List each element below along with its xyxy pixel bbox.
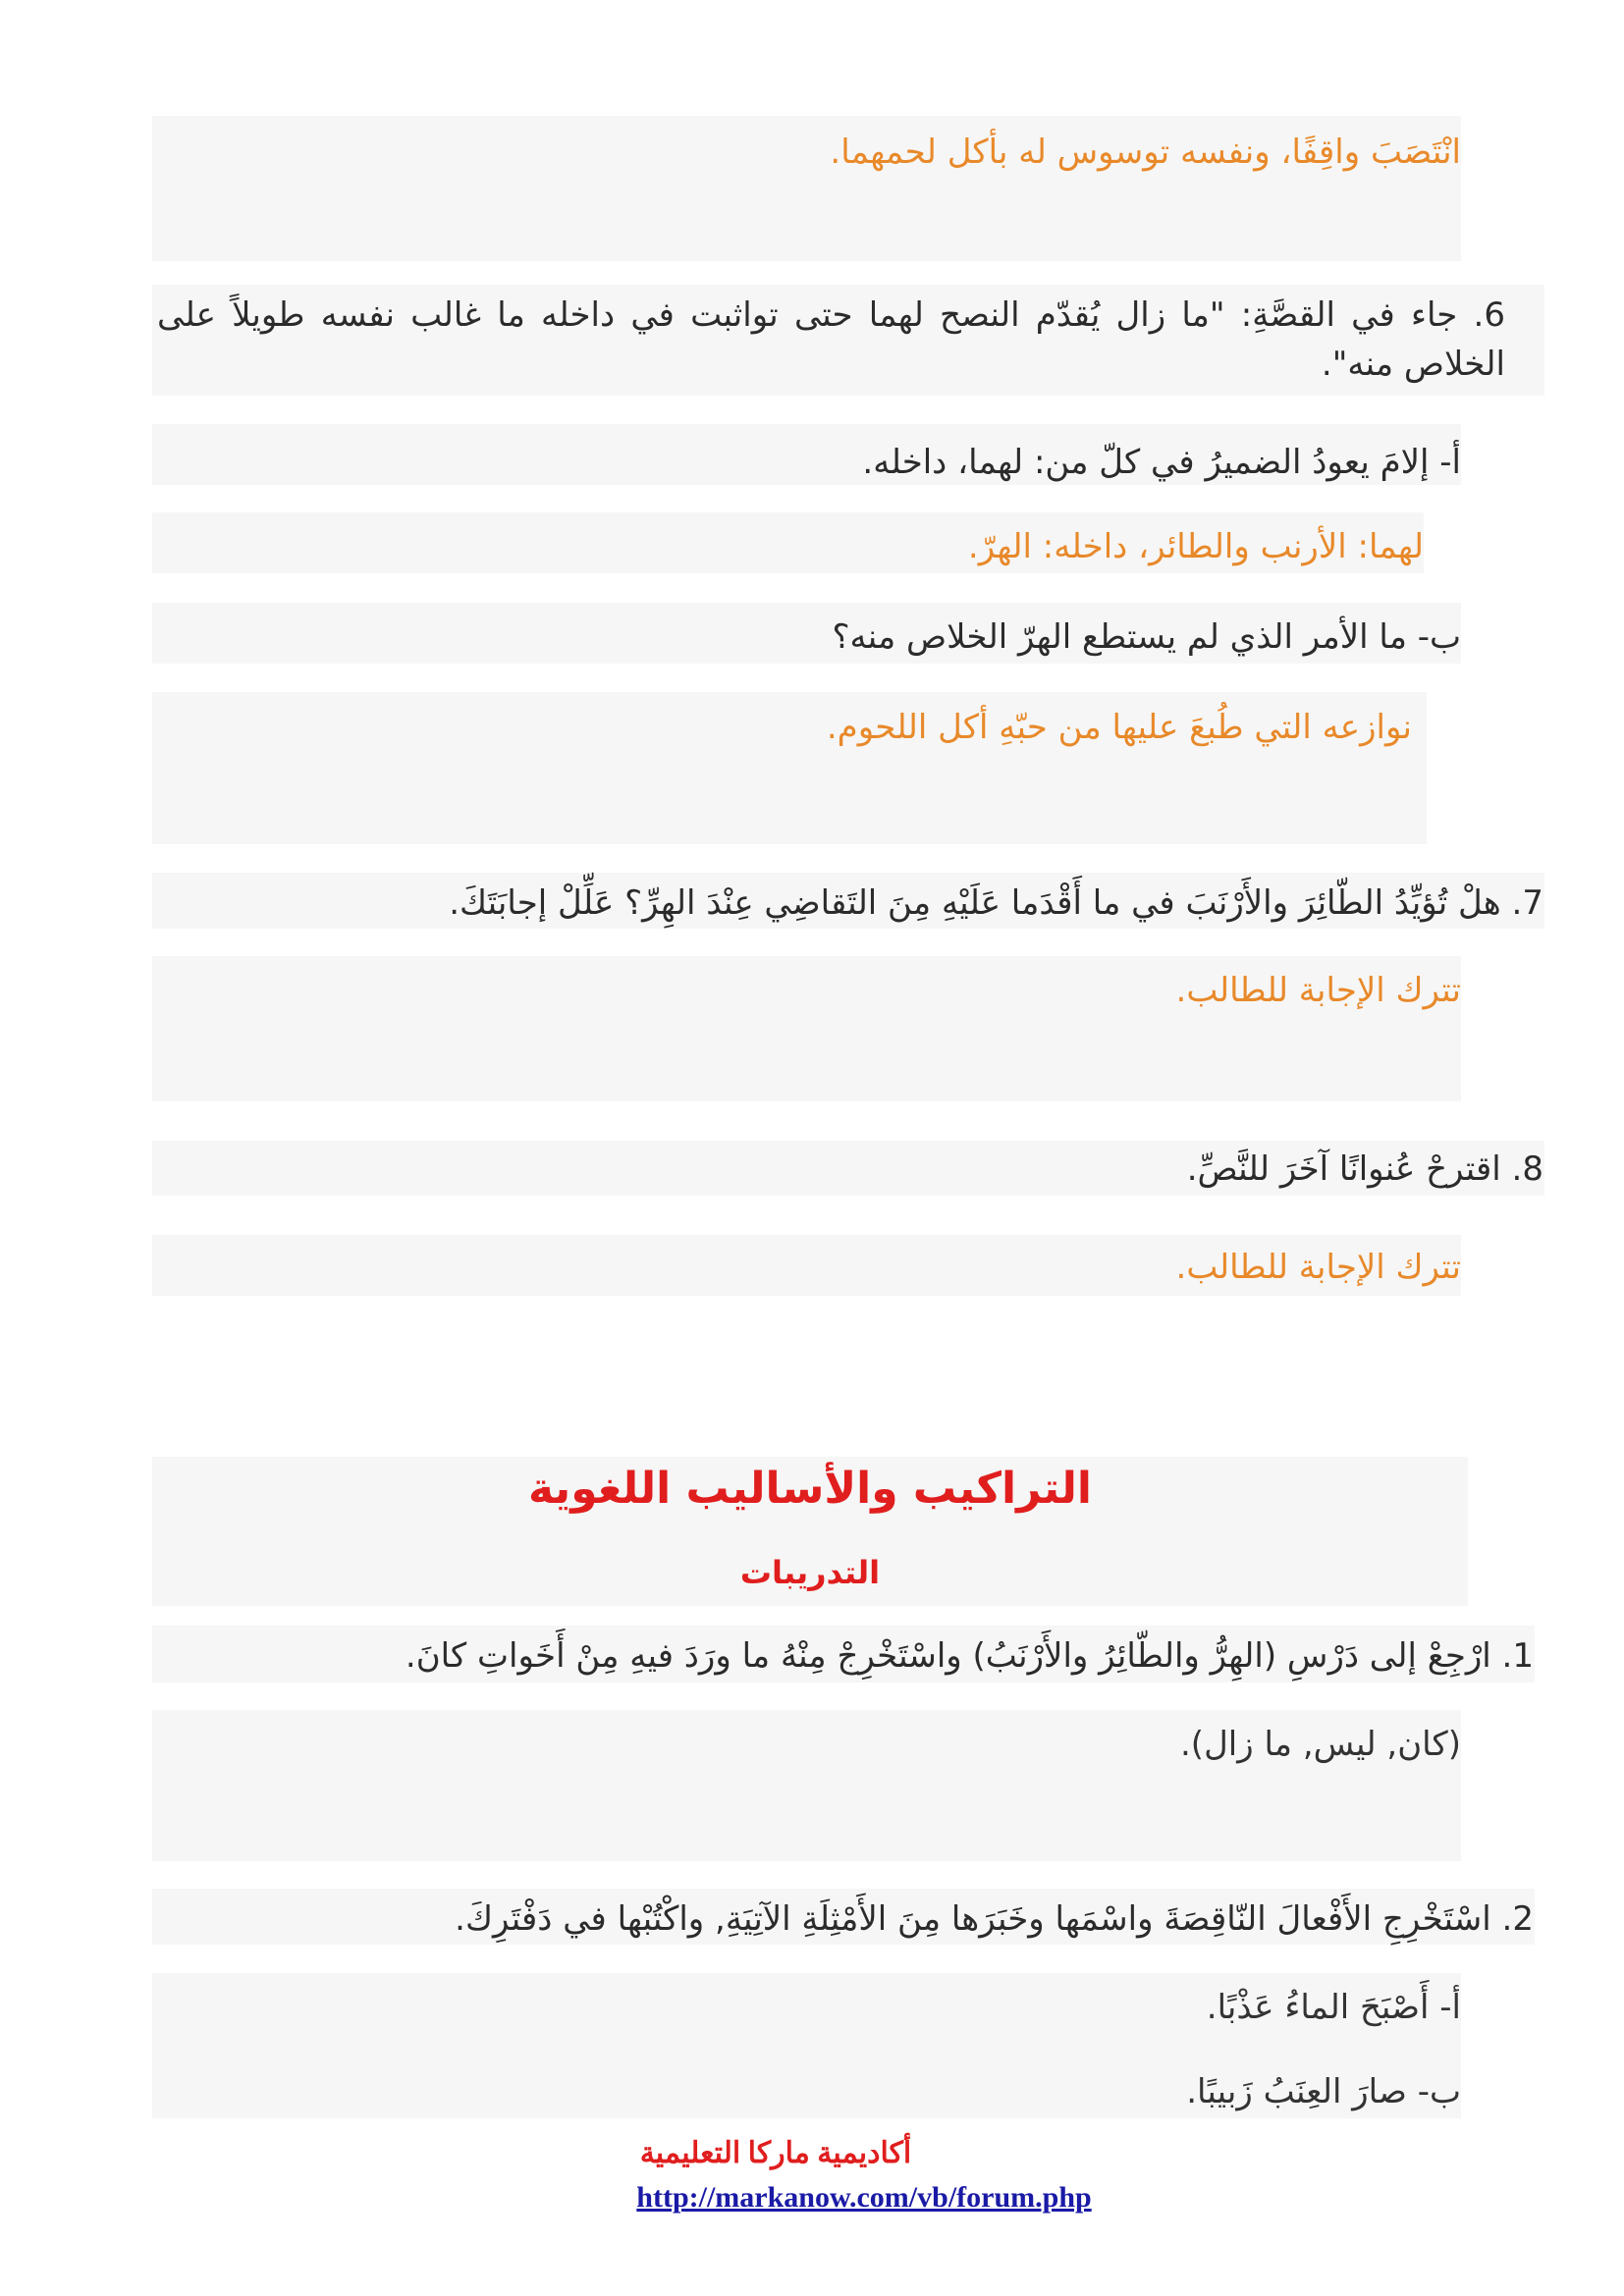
footer-link-wrap [550, 2181, 1178, 2215]
answer-8-text: تترك الإجابة للطالب. [1175, 1248, 1461, 1287]
exercise-2-text: 2. اسْتَخْرِجِ الأَفْعالَ النّاقِصَةَ واسْمَها وخَبَرَها مِنَ الأَمْثِلَةِ الآتِيَةِ, واكْتُبْها في دَفْتَرِكَ. [455, 1899, 1534, 1939]
exercise-1-answer-text: (كان, ليس, ما زال). [1180, 1725, 1461, 1764]
answer-6b-text: نوازعه التي طُبعَ عليها من حبّهِ أكل اللحوم. [826, 708, 1412, 747]
question-6-text: 6. جاء في القصَّةِ: "ما زال يُقدّم النصح لهما حتى تواثبت في داخله ما غالب نفسه طويلاً على الخلاص منه". [157, 295, 1505, 384]
answer-7-text: تترك الإجابة للطالب. [1175, 971, 1461, 1010]
question-6a-text: أ- إلامَ يعودُ الضميرُ في كلّ من: لهما، داخله. [862, 443, 1461, 482]
exercise-2-example-a: أ- أَصْبَحَ الماءُ عَذْبًا. [1206, 1988, 1461, 2027]
exercise-2-example-b: ب- صارَ العِنَبُ زَبيبًا. [1186, 2072, 1461, 2111]
answer-6a-text: لهما: الأرنب والطائر، داخله: الهرّ. [967, 527, 1424, 566]
section-subtitle: التدريبات [739, 1554, 881, 1591]
answer-text: انْتَصَبَ واقِفًا، ونفسه توسوس له بأكل لحمهما. [830, 133, 1461, 172]
footer-academy-name: أكاديمية ماركا التعليمية [639, 2137, 912, 2169]
footer-link[interactable]: http://markanow.com/vb/forum.php [636, 2181, 1092, 2214]
question-6b-text: ب- ما الأمر الذي لم يستطع الهرّ الخلاص منه؟ [832, 617, 1461, 657]
exercise-1-text: 1. ارْجِعْ إلى دَرْسِ (الهِرُّ والطّائِرُ والأَرْنَبُ) واسْتَخْرِجْ مِنْهُ ما ورَدَ فيهِ مِنْ أَخَواتِ كانَ. [405, 1636, 1534, 1676]
question-8-text: 8. اقترحْ عُنوانًا آخَرَ للنَّصِّ. [1186, 1149, 1543, 1189]
section-title: التراكيب والأساليب اللغوية [527, 1464, 1093, 1514]
question-7-text: 7. هلْ تُؤيِّدُ الطّائِرَ والأَرْنَبَ في ما أَقْدَما عَلَيْهِ مِنَ التَقاضِي عِنْدَ الهِرِّ؟ عَلِّلْ إجابَتَكَ. [449, 883, 1543, 923]
